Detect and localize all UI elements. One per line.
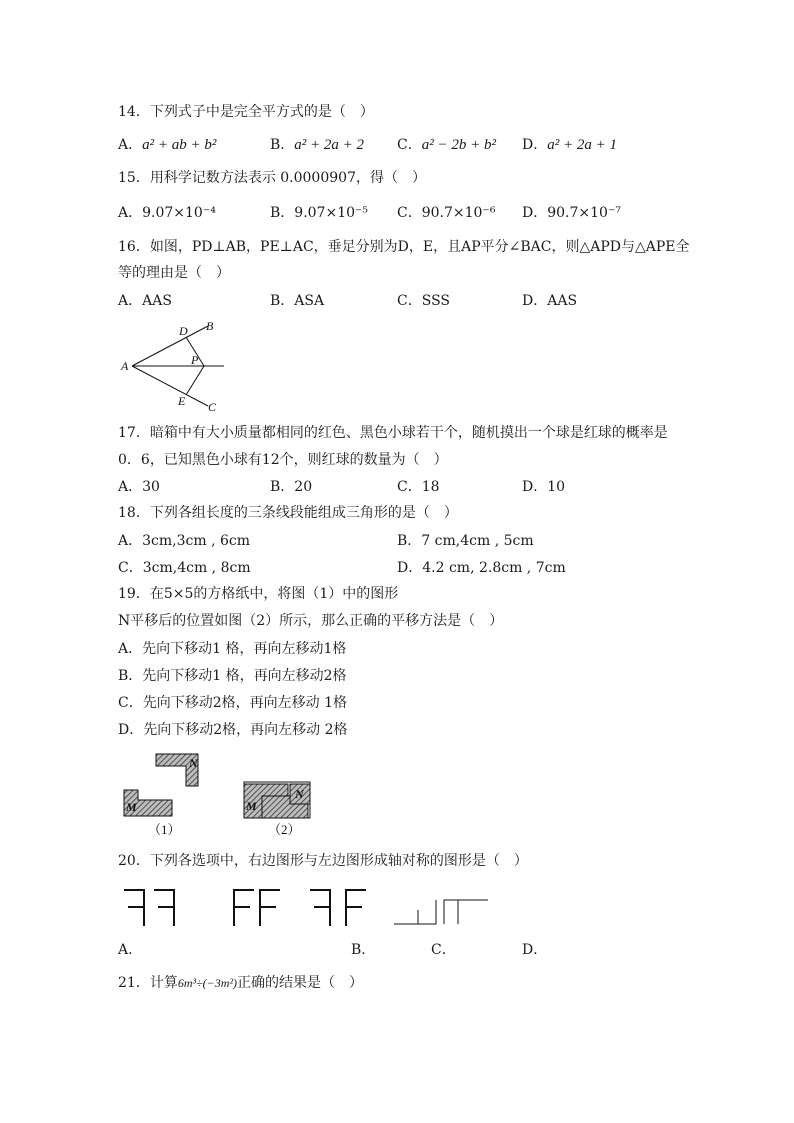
label-m-fig2: M	[246, 799, 257, 813]
q19-stem-line1: 19．在5×5的方格纸中，将图（1）中的图形	[118, 586, 399, 602]
label-m-fig1: M	[126, 800, 137, 814]
label-c: C	[208, 400, 217, 414]
label-n-fig2: N	[295, 787, 304, 801]
q19-grid-figures	[118, 748, 318, 840]
q14-option-b: B．a² + 2a + 2	[270, 137, 365, 153]
label-b: B	[206, 319, 214, 333]
q17-stem-line1: 17．暗箱中有大小质量都相同的红色、黑色小球若干个，随机摸出一个球是红球的概率是	[118, 425, 668, 441]
q14-stem: 14．下列式子中是完全平方式的是（ ）	[118, 104, 374, 120]
option-c-figure	[310, 890, 366, 926]
q16-option-b: B．ASA	[270, 293, 325, 309]
ray-ac	[132, 366, 208, 406]
figure-1	[124, 754, 199, 837]
q16-option-c: C．SSS	[397, 293, 450, 309]
q15-option-c: C．90.7×10⁻⁶	[397, 205, 496, 221]
figure-2	[244, 782, 310, 837]
q20-stem: 20．下列各选项中，右边图形与左边图形成轴对称的图形是（ ）	[118, 853, 528, 869]
q20-option-c: C．	[431, 942, 456, 958]
q19-option-a: A．先向下移动1 格，再向左移动1格	[118, 641, 347, 657]
figure2-caption: （2）	[268, 822, 301, 837]
q18-option-b: B．7 cm,4cm , 5cm	[397, 533, 534, 549]
label-a: A	[121, 359, 129, 373]
option-a-figure	[124, 890, 174, 926]
q18-option-c: C．3cm,4cm , 8cm	[118, 560, 251, 576]
q19-option-d: D．先向下移动2格，再向左移动 2格	[118, 722, 348, 738]
q17-option-a: A．30	[118, 479, 160, 495]
q19-stem-line2: N平移后的位置如图（2）所示，那么正确的平移方法是（ ）	[118, 613, 504, 629]
q18-stem: 18．下列各组长度的三条线段能组成三角形的是（ ）	[118, 505, 458, 521]
q20-symmetry-options	[118, 880, 498, 930]
q18-option-a: A．3cm,3cm , 6cm	[118, 533, 250, 549]
q16-option-d: D．AAS	[522, 293, 578, 309]
q15-option-b: B．9.07×10⁻⁵	[270, 205, 369, 221]
label-d: D	[179, 324, 188, 338]
figure1-caption: （1）	[148, 822, 181, 837]
q21-stem: 21．计算6m³÷(−3m²)正确的结果是（ ）	[118, 975, 364, 991]
q20-option-a: A．	[118, 942, 143, 958]
q19-option-c: C．先向下移动2格，再向左移动 1格	[118, 695, 347, 711]
q16-option-a: A．AAS	[118, 293, 172, 309]
q16-stem-line2: 等的理由是（ ）	[118, 265, 230, 281]
q16-triangle-figure	[118, 318, 238, 418]
q20-option-b: B．	[351, 942, 376, 958]
q15-option-a: A．9.07×10⁻⁴	[118, 205, 216, 221]
q16-stem-line1: 16．如图，PD⊥AB，PE⊥AC，垂足分别为D，E，且AP平分∠BAC，则△APD与△APE全	[118, 239, 690, 255]
option-d-figure	[394, 900, 488, 924]
q17-option-b: B．20	[270, 479, 313, 495]
label-p: P	[191, 353, 199, 367]
label-e: E	[178, 394, 186, 408]
q14-option-c: C．a² − 2b + b²	[397, 137, 496, 153]
option-b-figure	[234, 890, 280, 926]
q17-option-c: C．18	[397, 479, 440, 495]
q15-option-d: D．90.7×10⁻⁷	[522, 205, 621, 221]
q15-stem: 15．用科学记数方法表示 0.0000907，得（ ）	[118, 170, 426, 186]
q20-option-d: D．	[522, 942, 548, 958]
label-n-fig1: N	[189, 756, 198, 770]
q18-option-d: D．4.2 cm, 2.8cm , 7cm	[397, 560, 566, 576]
q17-stem-line2: 0．6，已知黑色小球有12个，则红球的数量为（ ）	[118, 452, 448, 468]
q14-option-a: A．a² + ab + b²	[118, 137, 217, 153]
q19-option-b: B．先向下移动1 格，再向左移动2格	[118, 668, 347, 684]
q14-option-d: D．a² + 2a + 1	[522, 137, 617, 153]
q17-option-d: D．10	[522, 479, 566, 495]
segment-pe	[186, 366, 204, 395]
